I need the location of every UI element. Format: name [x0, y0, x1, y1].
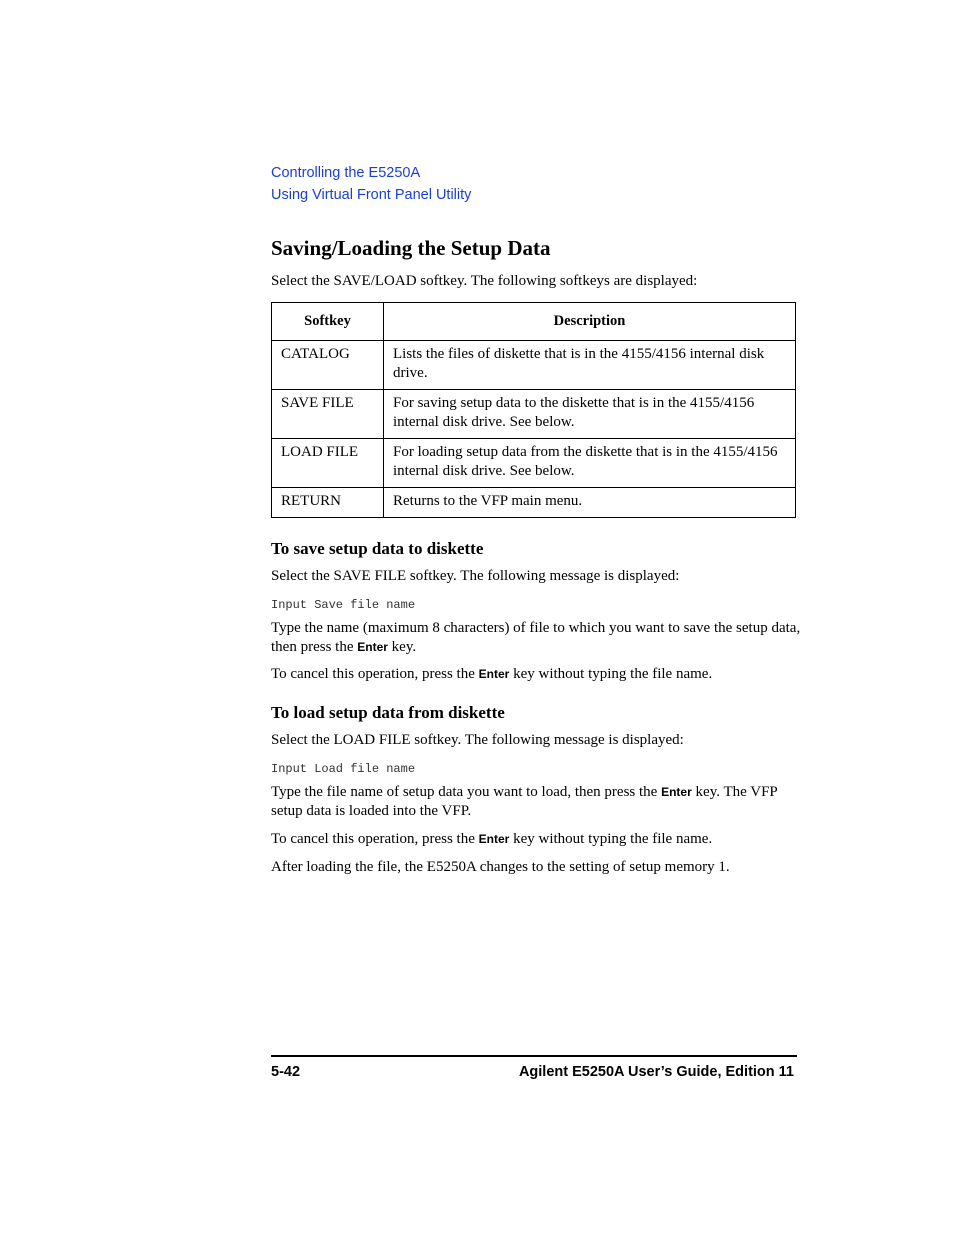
table-cell-description: Returns to the VFP main menu.: [384, 488, 796, 518]
save-section-cancel: [271, 665, 801, 684]
text-run: key without typing the file name.: [509, 831, 713, 847]
page-title: Saving/Loading the Setup Data: [271, 236, 551, 260]
softkey-table: [271, 302, 796, 518]
enter-key-label: Enter: [478, 832, 510, 846]
enter-key-label: Enter: [357, 640, 388, 654]
page-number: 5-42: [271, 1064, 301, 1080]
text-run: Type the file name of setup data you want to load, then press the: [271, 784, 662, 800]
table-cell-description: Lists the files of diskette that is in the 4155/4156 internal disk drive.: [384, 341, 796, 390]
breadcrumb-chapter[interactable]: Controlling the E5250A: [271, 165, 421, 181]
load-section-heading: To load setup data from diskette: [271, 703, 505, 722]
breadcrumb-section[interactable]: Using Virtual Front Panel Utility: [271, 187, 472, 203]
load-section-intro: Select the LOAD FILE softkey. The following message is displayed:: [271, 732, 684, 748]
footer-divider: [271, 1055, 797, 1057]
enter-key-label: Enter: [661, 785, 692, 799]
table-header-softkey: Softkey: [272, 303, 384, 341]
load-prompt-code: Input Load file name: [271, 762, 416, 776]
text-run: key.: [387, 639, 417, 655]
guide-title: Agilent E5250A User’s Guide, Edition 11: [518, 1064, 794, 1080]
table-row: [272, 390, 796, 439]
load-section-cancel: [271, 830, 801, 849]
table-cell-description: For loading setup data from the diskette that is in the 4155/4156 internal disk drive. See below.: [384, 439, 796, 488]
table-row: [272, 488, 796, 518]
table-cell-softkey: CATALOG: [272, 341, 384, 390]
table-cell-softkey: RETURN: [272, 488, 384, 518]
text-run: To cancel this operation, press the: [271, 666, 479, 682]
save-prompt-code: Input Save file name: [271, 598, 416, 612]
load-section-instructions: [271, 783, 801, 821]
text-run: key without typing the file name.: [509, 666, 713, 682]
table-header-row: [272, 303, 796, 341]
save-section-intro: Select the SAVE FILE softkey. The following message is displayed:: [271, 568, 680, 584]
table-row: [272, 341, 796, 390]
text-run: To cancel this operation, press the: [271, 831, 479, 847]
table-cell-description: For saving setup data to the diskette that is in the 4155/4156 internal disk drive. See below.: [384, 390, 796, 439]
table-row: [272, 439, 796, 488]
table-cell-softkey: LOAD FILE: [272, 439, 384, 488]
text-run: Type the name (maximum 8 characters) of file to which you want to save the setup data, then press the: [271, 620, 801, 655]
intro-text: Select the SAVE/LOAD softkey. The following softkeys are displayed:: [271, 273, 698, 289]
load-section-note: After loading the file, the E5250A changes to the setting of setup memory 1.: [271, 859, 730, 875]
text-run: key. The VFP setup data is loaded into the VFP.: [271, 784, 778, 819]
save-section-instructions: [271, 619, 801, 657]
table-header-description: Description: [384, 303, 796, 341]
table-cell-softkey: SAVE FILE: [272, 390, 384, 439]
enter-key-label: Enter: [478, 667, 510, 681]
save-section-heading: To save setup data to diskette: [271, 539, 484, 558]
